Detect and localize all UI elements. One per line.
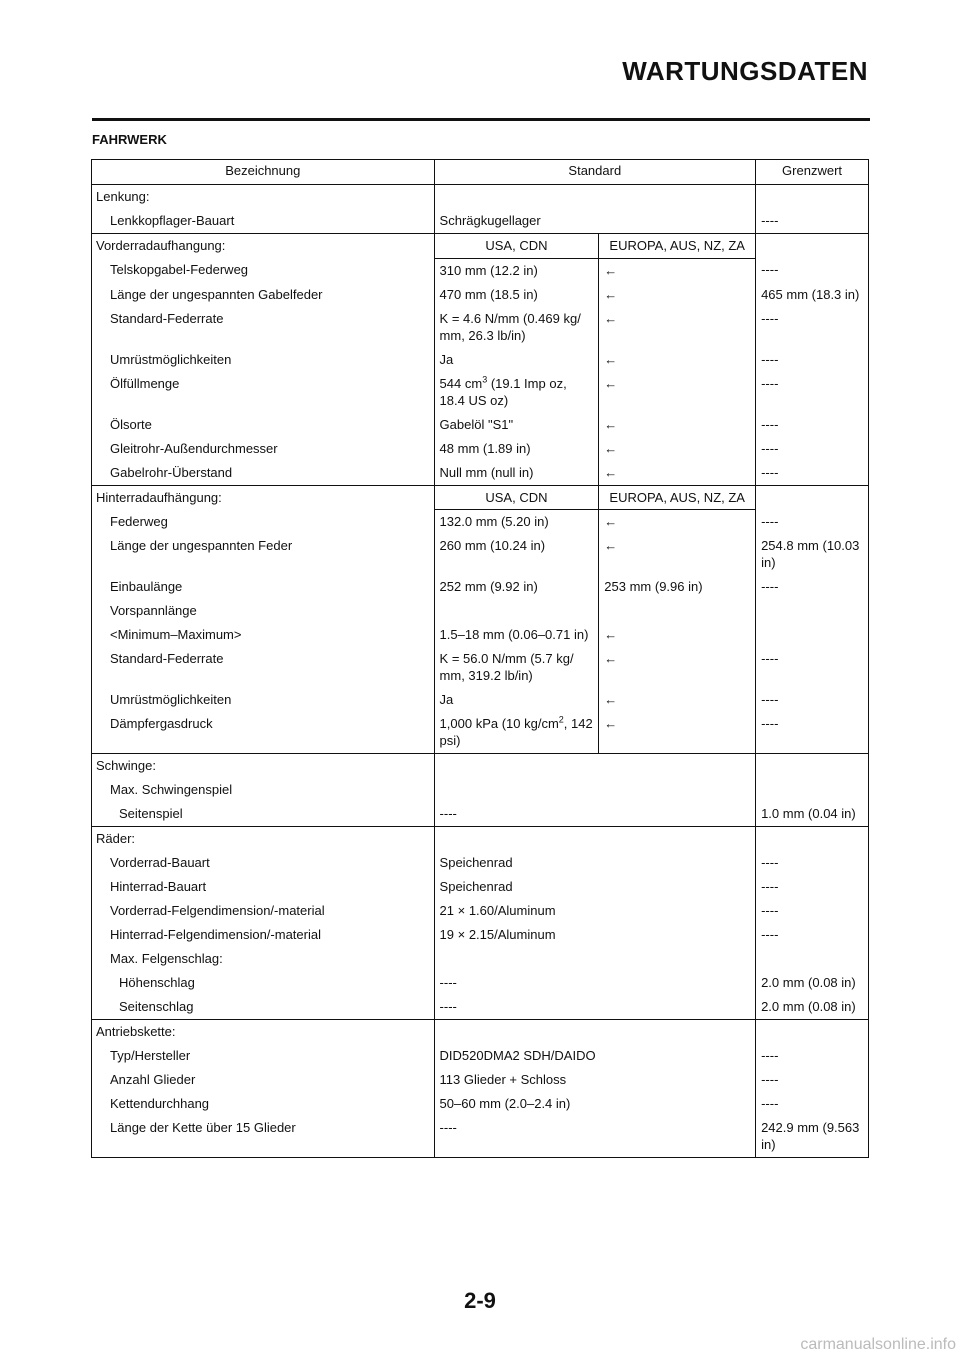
table-row — [92, 485, 869, 510]
table-row: Vorderrad-Bauart Speichenrad ---- — [92, 851, 869, 875]
table-row: Ölfüllmenge 544 $cm^3$ (19.1 Imp oz, 18.4 US oz) ← ---- — [92, 372, 869, 413]
group-label: Lenkung: — [92, 185, 435, 210]
table-row: Telskopgabel-Federweg 310 mm (12.2 in) ← ---- — [92, 258, 869, 283]
table-row — [92, 827, 869, 852]
watermark: carmanualsonline.info — [800, 1336, 956, 1353]
table-row: Standard-Federrate K = 56.0 N/mm (5.7 kg/ mm, 319.2 lb/in) ← ---- — [92, 647, 869, 688]
table-row: Gabelrohr-Überstand Null mm (null in) ← ---- — [92, 461, 869, 486]
table-row: Max. Felgenschlag: — [92, 947, 869, 971]
table-row: Höhenschlag ---- 2.0 mm (0.08 in) — [92, 971, 869, 995]
header-bezeichnung: Bezeichnung — [92, 160, 435, 185]
table-row: Einbaulänge 252 mm (9.92 in) 253 mm (9.96 in) ---- — [92, 575, 869, 599]
header-grenzwert: Grenzwert — [756, 160, 869, 185]
group-antriebskette — [92, 1020, 869, 1158]
section-title: FAHRWERK — [92, 132, 167, 147]
table-row: <Minimum–Maximum> 1.5–18 mm (0.06–0.71 in) ← — [92, 623, 869, 647]
table-row: Seitenspiel ---- 1.0 mm (0.04 in) — [92, 802, 869, 827]
group-label: Antriebskette: — [92, 1020, 435, 1045]
table-row: Typ/Hersteller DID520DMA2 SDH/DAIDO ---- — [92, 1044, 869, 1068]
table-row: Vorspannlänge — [92, 599, 869, 623]
table-header-row — [92, 160, 869, 185]
subheader-europa: EUROPA, AUS, NZ, ZA — [599, 485, 756, 510]
table-row: Umrüstmöglichkeiten Ja ← ---- — [92, 348, 869, 372]
group-label: Räder: — [92, 827, 435, 852]
table-row: Hinterrad-Felgendimension/-material 19 × 2.15/Aluminum ---- — [92, 923, 869, 947]
table-row: Vorderrad-Felgendimension/-material 21 × 1.60/Aluminum ---- — [92, 899, 869, 923]
table-row: Max. Schwingenspiel — [92, 778, 869, 802]
table-row — [92, 234, 869, 259]
table-row: Ölsorte Gabelöl "S1" ← ---- — [92, 413, 869, 437]
subheader-usa-cdn: USA, CDN — [434, 234, 599, 259]
subheader-usa-cdn: USA, CDN — [434, 485, 599, 510]
group-lenkung — [92, 185, 869, 234]
table-row: Umrüstmöglichkeiten Ja ← ---- — [92, 688, 869, 712]
table-row: Gleitrohr-Außendurchmesser 48 mm (1.89 in) ← ---- — [92, 437, 869, 461]
page-number: 2-9 — [464, 1288, 496, 1313]
group-label: Hinterradaufhängung: — [92, 485, 435, 510]
group-label: Vorderradaufhangung: — [92, 234, 435, 259]
table-row — [92, 1020, 869, 1045]
table-row: Länge der Kette über 15 Glieder ---- 242.9 mm (9.563 in) — [92, 1116, 869, 1158]
table-row: Kettendurchhang 50–60 mm (2.0–2.4 in) ---- — [92, 1092, 869, 1116]
group-vorderradaufhaengung — [92, 234, 869, 486]
group-hinterradaufhaengung — [92, 485, 869, 754]
table-row — [92, 185, 869, 210]
group-raeder — [92, 827, 869, 1020]
table-row: Standard-Federrate K = 4.6 N/mm (0.469 kg/ mm, 26.3 lb/in) ← ---- — [92, 307, 869, 348]
table-row: Federweg 132.0 mm (5.20 in) ← ---- — [92, 510, 869, 535]
subheader-europa: EUROPA, AUS, NZ, ZA — [599, 234, 756, 259]
table-row: Anzahl Glieder 113 Glieder + Schloss ---- — [92, 1068, 869, 1092]
table-row: Lenkkopflager-Bauart Schrägkugellager ---- — [92, 209, 869, 234]
spec-table — [91, 159, 869, 1158]
table-row: Dämpfergasdruck 1,000 kPa (10 $kg/cm^2$, 142 psi) ← ---- — [92, 712, 869, 754]
table-row: Hinterrad-Bauart Speichenrad ---- — [92, 875, 869, 899]
table-row: Länge der ungespannten Gabelfeder 470 mm (18.5 in) ← 465 mm (18.3 in) — [92, 283, 869, 307]
table-row: Seitenschlag ---- 2.0 mm (0.08 in) — [92, 995, 869, 1020]
table-row — [92, 754, 869, 779]
table-row: Länge der ungespannten Feder 260 mm (10.24 in) ← 254.8 mm (10.03 in) — [92, 534, 869, 575]
page-title: WARTUNGSDATEN — [622, 56, 868, 86]
group-label: Schwinge: — [92, 754, 435, 779]
header-standard: Standard — [434, 160, 756, 185]
title-rule — [92, 118, 870, 121]
group-schwinge — [92, 754, 869, 827]
